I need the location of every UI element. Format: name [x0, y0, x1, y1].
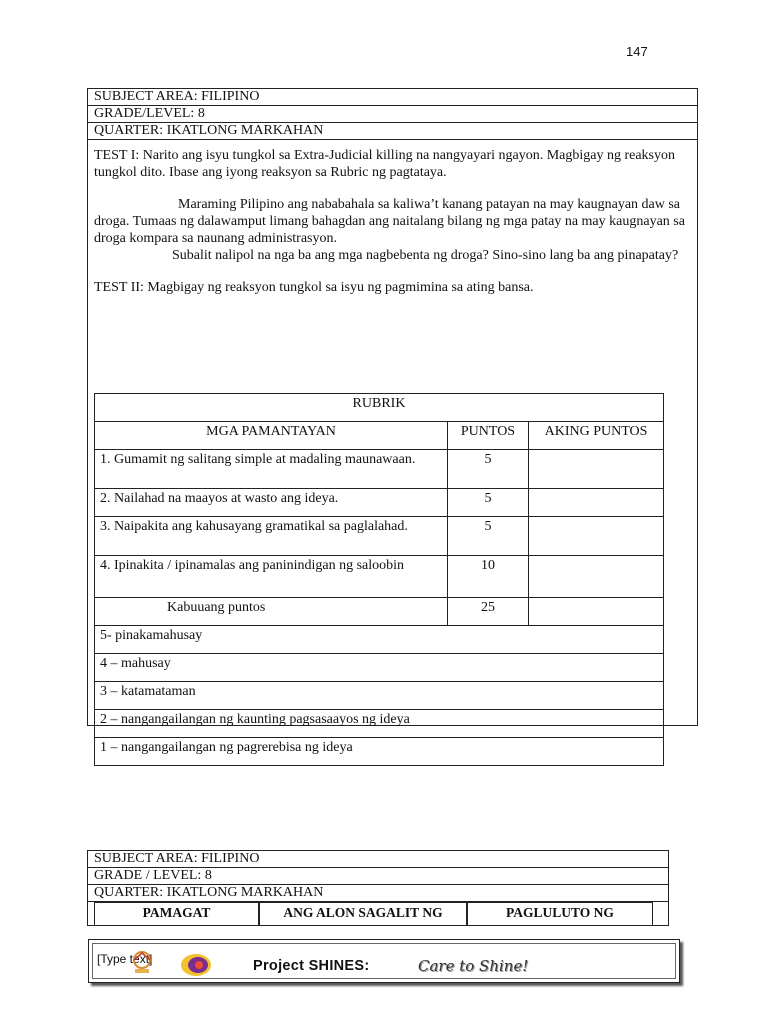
- criterion: 1. Gumamit ng salitang simple at madaling maunawaan.: [95, 450, 448, 489]
- scale-item: 5- pinakamahusay: [95, 626, 664, 654]
- grade-level: GRADE / LEVEL: 8: [88, 868, 668, 885]
- points: 5: [448, 450, 529, 489]
- criterion: 4. Ipinakita / ipinamalas ang paninindigan ng saloobin: [95, 556, 448, 598]
- test2-instruction: TEST II: Magbigay ng reaksyon tungkol sa isyu ng pagmimina sa ating bansa.: [94, 280, 534, 295]
- title-column-2: PAGLULUTO NG: [467, 902, 653, 925]
- my-points-cell[interactable]: [529, 450, 664, 489]
- type-text-placeholder[interactable]: [Type text]: [97, 952, 153, 966]
- subject-area: SUBJECT AREA: FILIPINO: [88, 89, 697, 106]
- criterion: 2. Nailahad na maayos at wasto ang ideya.: [95, 489, 448, 517]
- page-number: 147: [626, 44, 648, 59]
- rubric-row: [95, 517, 664, 556]
- issue-paragraph-2: Subalit nalipol na nga ba ang mga nagbebenta ng droga? Sino-sino lang ba ang pinapatay?: [172, 248, 679, 263]
- header-points: PUNTOS: [448, 422, 529, 450]
- pamagat-header: PAMAGAT: [94, 902, 259, 925]
- total-points: 25: [448, 598, 529, 626]
- scale-item: 4 – mahusay: [95, 654, 664, 682]
- lesson-block-bottom: [87, 850, 669, 926]
- rubric-row: [95, 450, 664, 489]
- criterion: 3. Naipakita ang kahusayang gramatikal sa paglalahad.: [95, 517, 448, 556]
- my-points-cell[interactable]: [529, 517, 664, 556]
- header-criteria: MGA PAMANTAYAN: [95, 422, 448, 450]
- shines-logo-icon: [179, 952, 213, 978]
- scale-item: 2 – nangangailangan ng kaunting pagsasaayos ng ideya: [95, 710, 664, 738]
- test-content: [88, 140, 697, 755]
- grade-level: GRADE/LEVEL: 8: [88, 106, 697, 123]
- points: 10: [448, 556, 529, 598]
- lesson-block-top: [87, 88, 698, 755]
- rubric-row: [95, 556, 664, 598]
- rubric-title: RUBRIK: [95, 394, 664, 422]
- quarter: QUARTER: IKATLONG MARKAHAN: [88, 885, 668, 902]
- leadership-logo-icon: [129, 950, 155, 976]
- issue-paragraph-1: Maraming Pilipino ang nababahala sa kaliwa’t kanang patayan na may kaugnayan daw sa droga. Tumaas ng dalawamput limang bahagdan ang naitalang bilang ng mga patay na may kaugnayan sa droga kompara sa naunang administrasyon.: [94, 197, 685, 246]
- total-row: [95, 598, 664, 626]
- my-total-cell[interactable]: [529, 598, 664, 626]
- total-label: Kabuuang puntos: [95, 598, 448, 626]
- test1-instruction: TEST I: Narito ang isyu tungkol sa Extra-Judicial killing na nangyayari ngayon. Magbigay ng reaksyon tungkol dito. Ibase ang iyong reaksyon sa Rubric ng pagtataya.: [94, 148, 676, 180]
- tagline: Care to Shine!: [418, 957, 529, 975]
- footer-banner: [88, 939, 680, 983]
- points: 5: [448, 489, 529, 517]
- rubric-row: [95, 489, 664, 517]
- my-points-cell[interactable]: [529, 556, 664, 598]
- rubric-table: [94, 393, 664, 766]
- project-shines-label: Project SHINES:: [253, 958, 370, 974]
- title-row: [88, 902, 668, 926]
- scale-item: 1 – nangangailangan ng pagrerebisa ng ideya: [95, 738, 664, 766]
- subject-area: SUBJECT AREA: FILIPINO: [88, 851, 668, 868]
- header-my-points: AKING PUNTOS: [529, 422, 664, 450]
- points: 5: [448, 517, 529, 556]
- title-column-1: ANG ALON SAGALIT NG: [259, 902, 467, 925]
- scale-item: 3 – katamataman: [95, 682, 664, 710]
- my-points-cell[interactable]: [529, 489, 664, 517]
- quarter: QUARTER: IKATLONG MARKAHAN: [88, 123, 697, 140]
